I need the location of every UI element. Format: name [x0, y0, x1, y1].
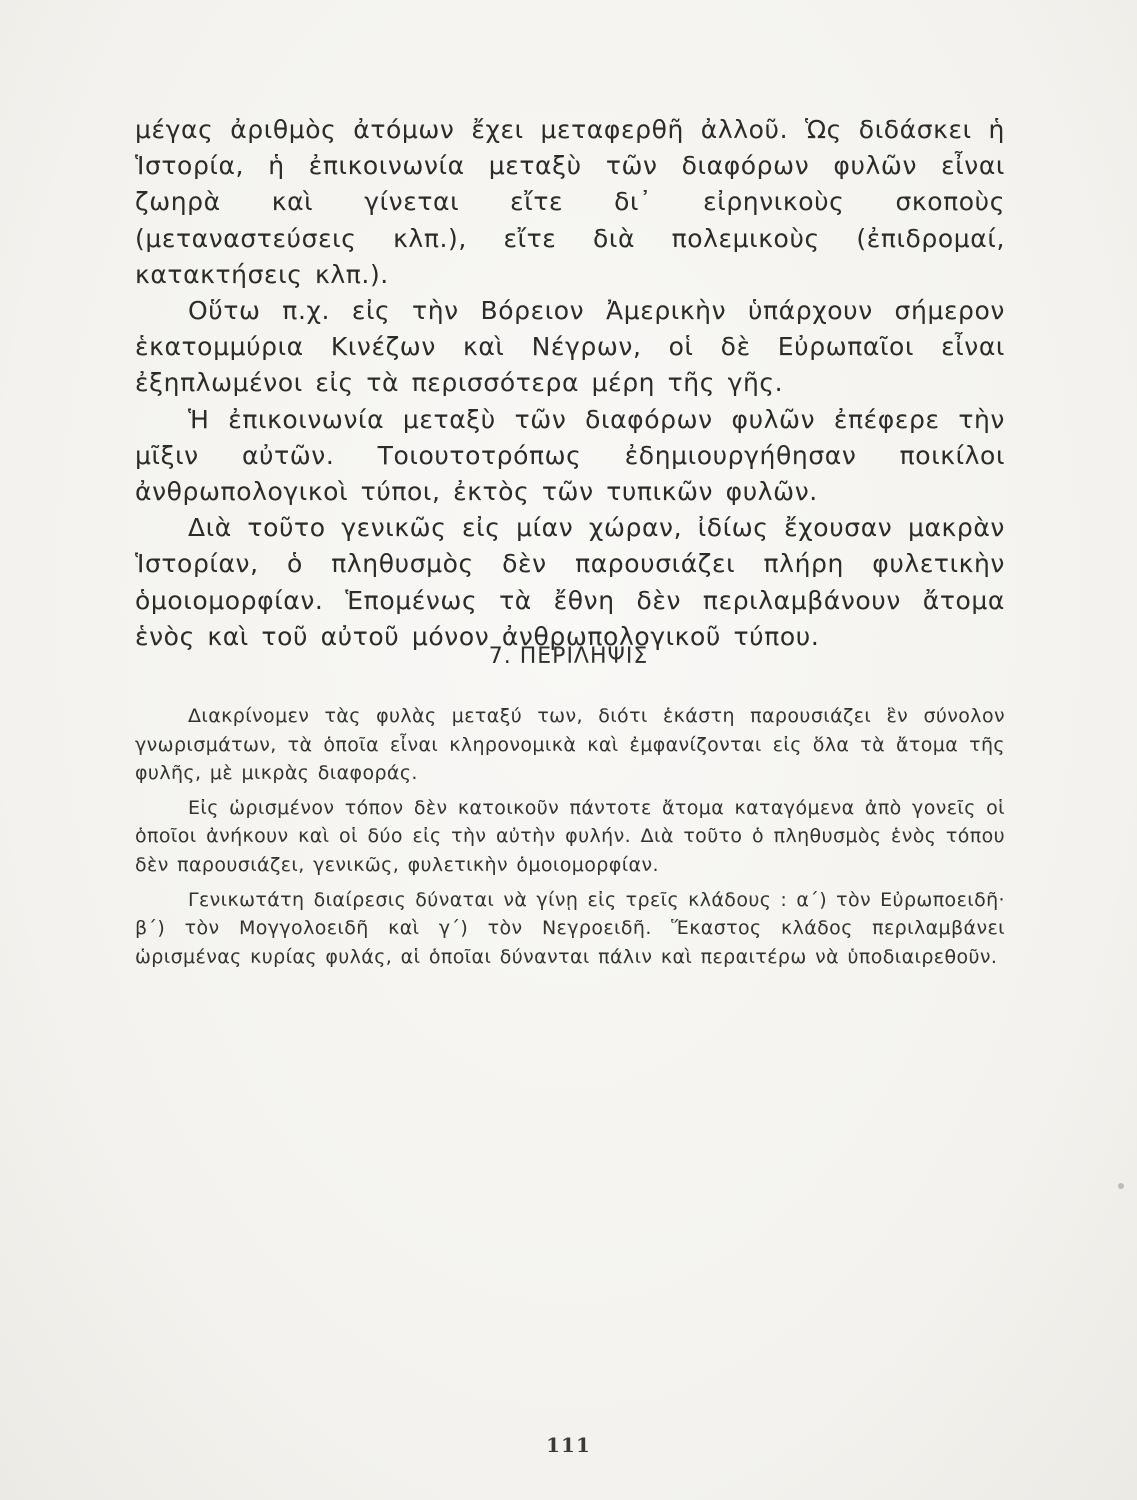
main-text	[135, 112, 1005, 655]
paragraph-2: Οὕτω π.χ. εἰς τὴν Βόρειον Ἀμερικὴν ὑπάρχουν σήμερον ἑκατομμύρια Κινέζων καὶ Νέγρων, οἱ δὲ Εὐρωπαῖοι εἶναι ἐξηπλωμένοι εἰς τὰ περισσότερα μέρη τῆς γῆς.	[135, 296, 1005, 398]
print-speck	[1118, 1183, 1124, 1189]
paragraph-3: Ἡ ἐπικοινωνία μεταξὺ τῶν διαφόρων φυλῶν ἐπέφερε τὴν μῖξιν αὐτῶν. Τοιουτοτρόπως ἐδημιουργήθησαν ποικίλοι ἀνθρωπολογικοὶ τύποι, ἐκτὸς τῶν τυπικῶν φυλῶν.	[135, 404, 1005, 507]
paragraph-4: Διὰ τοῦτο γενικῶς εἰς μίαν χώραν, ἰδίως ἔχουσαν μακρὰν Ἱστορίαν, ὁ πληθυσμὸς δὲν παρουσιάζει πλήρη φυλετικὴν ὁμοιομορφίαν. Ἑπομένως τὰ ἔθνη δὲν περιλαμβάνουν ἄτομα ἑνὸς καὶ τοῦ αὐτοῦ μόνον ἀνθρωπολογικοῦ τύπου.	[135, 513, 1005, 651]
summary-paragraph-1: Διακρίνομεν τὰς φυλὰς μεταξύ των, διότι ἑκάστη παρουσιάζει ἓν σύνολον γνωρισμάτων, τὰ ὁποῖα εἶναι κληρονομικὰ καὶ ἐμφανίζονται εἰς ὅλα τὰ ἄτομα τῆς φυλῆς, μὲ μικρὰς διαφοράς.	[135, 705, 1005, 785]
summary-paragraph-3: Γενικωτάτη διαίρεσις δύναται νὰ γίνῃ εἰς τρεῖς κλάδους : α΄) τὸν Εὐρωποειδῆ· β΄) τὸν Μογγολοειδῆ καὶ γ΄) τὸν Νεγροειδῆ. Ἕκαστος κλάδος περιλαμβάνει ὡρισμένας κυρίας φυλάς, αἱ ὁποῖαι δύνανται πάλιν καὶ περαιτέρω νὰ ὑποδιαιρεθοῦν.	[135, 888, 1005, 968]
section-heading: 7. ΠΕΡΙΛΗΨΙΣ	[488, 644, 649, 669]
summary-paragraph-2: Εἰς ὡρισμένον τόπον δὲν κατοικοῦν πάντοτε ἄτομα καταγόμενα ἀπὸ γονεῖς οἱ ὁποῖοι ἀνήκουν καὶ οἱ δύο εἰς τὴν αὐτὴν φυλήν. Διὰ τοῦτο ὁ πληθυσμὸς ἑνὸς τόπου δὲν παρουσιάζει, γενικῶς, φυλετικὴν ὁμοιομορφίαν.	[135, 796, 1005, 876]
page-number: 111	[546, 1433, 591, 1457]
summary-text	[135, 702, 1005, 977]
paragraph-1: μέγας ἀριθμὸς ἀτόμων ἔχει μεταφερθῆ ἀλλοῦ. Ὡς διδάσκει ἡ Ἱστορία, ἡ ἐπικοινωνία μεταξὺ τῶν διαφόρων φυλῶν εἶναι ζωηρὰ καὶ γίνεται εἴτε δι᾽ εἰρηνικοὺς σκοποὺς (μεταναστεύσεις κλπ.), εἴτε διὰ πολεμικοὺς (ἐπιδρομαί, κατακτήσεις κλπ.).	[135, 115, 1005, 289]
